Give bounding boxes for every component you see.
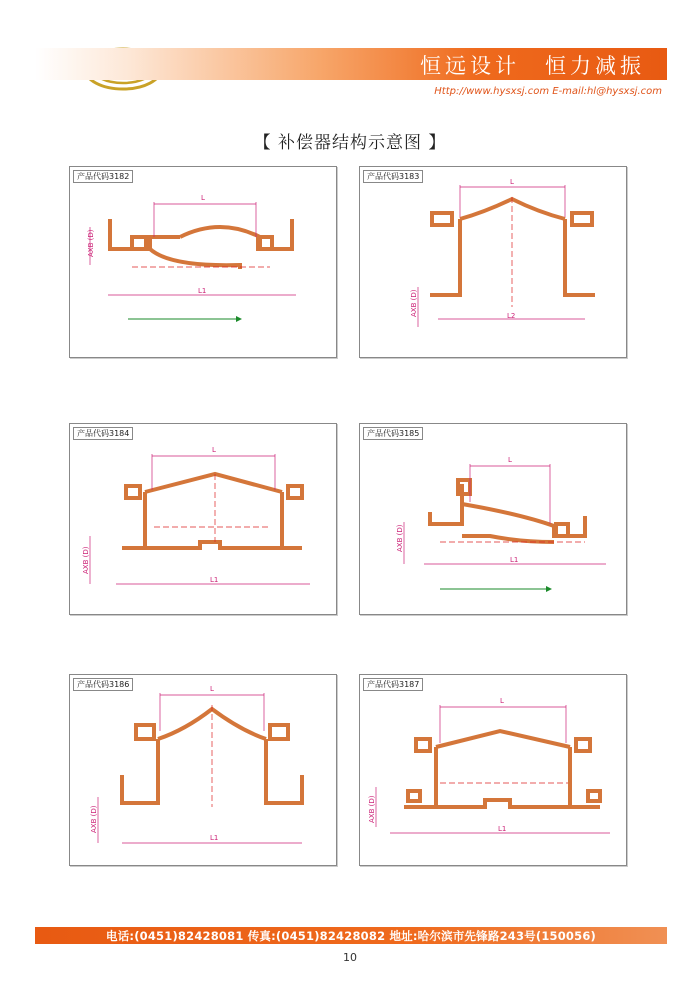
diagram-panel-3184	[69, 423, 337, 615]
dim-label-axb: AXB (D)	[87, 229, 95, 257]
header-contact-line: Http://www.hysxsj.com E-mail:hl@hysxsj.com	[434, 86, 662, 97]
compensator-diagram-3185	[360, 424, 626, 614]
product-code-label: 产品代码3186	[73, 678, 133, 691]
dim-label-l2: L2	[507, 312, 516, 320]
dim-label-axb: AXB (D)	[410, 289, 418, 317]
footer-contact-text: 电话:(0451)82428081 传真:(0451)82428082 地址:哈尔滨市先锋路243号(150056)	[106, 929, 596, 943]
dim-label-l: L	[510, 178, 514, 186]
header-slogan: 恒远设计 恒力减振	[420, 54, 645, 78]
compensator-diagram-3182	[70, 167, 336, 357]
product-code-label: 产品代码3185	[363, 427, 423, 440]
dim-label-axb: AXB (D)	[90, 805, 98, 833]
product-code-label: 产品代码3187	[363, 678, 423, 691]
product-code-label: 产品代码3183	[363, 170, 423, 183]
compensator-diagram-3183	[360, 167, 626, 357]
diagram-panel-3187	[359, 674, 627, 866]
dim-label-l1: L1	[510, 556, 519, 564]
dim-label-l: L	[210, 685, 214, 693]
compensator-diagram-3186	[70, 675, 336, 865]
dim-label-l: L	[500, 697, 504, 705]
product-code-label: 产品代码3182	[73, 170, 133, 183]
dim-label-axb: AXB (D)	[396, 524, 404, 552]
page-title: 【 补偿器结构示意图 】	[253, 133, 447, 153]
dim-label-l1: L1	[498, 825, 507, 833]
page-number: 10	[343, 951, 357, 964]
dim-label-axb: AXB (D)	[368, 795, 376, 823]
dim-label-l: L	[212, 446, 216, 454]
product-code-label: 产品代码3184	[73, 427, 133, 440]
dim-label-l1: L1	[198, 287, 207, 295]
dim-label-l: L	[508, 456, 512, 464]
diagram-panel-3185	[359, 423, 627, 615]
diagram-panel-3182	[69, 166, 337, 358]
diagram-panel-3183	[359, 166, 627, 358]
dim-label-axb: AXB (D)	[82, 546, 90, 574]
dim-label-l: L	[201, 194, 205, 202]
dim-label-l1: L1	[210, 576, 219, 584]
dim-label-l1: L1	[210, 834, 219, 842]
footer-contact-bar	[35, 927, 667, 944]
header-banner	[35, 48, 667, 80]
diagram-panel-3186	[69, 674, 337, 866]
compensator-diagram-3187	[360, 675, 626, 865]
compensator-diagram-3184	[70, 424, 336, 614]
